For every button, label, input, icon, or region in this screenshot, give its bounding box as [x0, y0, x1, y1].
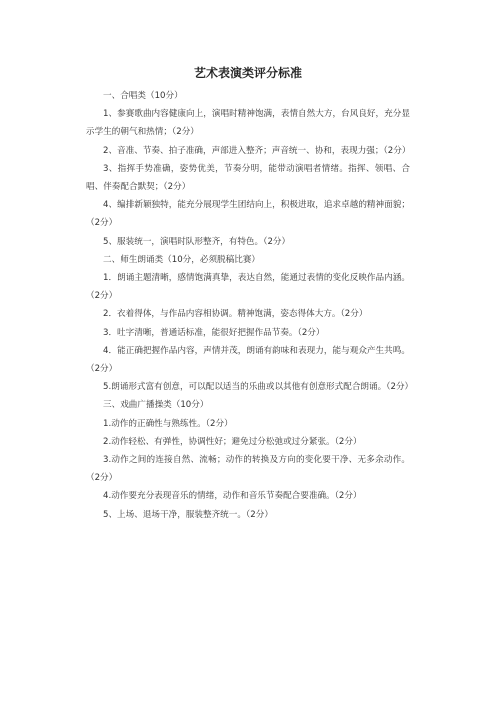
criterion-item: 4、编排新颖独特，能充分展现学生团结向上，积极进取，追求卓越的精神面貌；（2分）: [86, 200, 410, 229]
document-title: 艺术表演类评分标准: [193, 66, 302, 80]
criterion-item: 5、服装统一，演唱时队形整齐，有特色。（2分）: [103, 236, 291, 247]
criterion-item: 2.动作轻松、有弹性，协调性好；避免过分松弛或过分紧张。（2分）: [103, 436, 362, 447]
criterion-item: 3．吐字清晰，普通话标准，能很好把握作品节奏。（2分）: [103, 327, 325, 338]
criterion-item: 3.动作之间的连接自然、流畅；动作的转换及方向的变化要干净、无多余动作。（2分）: [86, 455, 410, 484]
criterion-item: 5.朗诵形式富有创意，可以配以适当的乐曲或以其他有创意形式配合朗诵。（2分）: [103, 382, 414, 393]
criterion-item: 1．朗诵主题清晰，感情饱满真挚，表达自然，能通过表情的变化反映作品内涵。（2分）: [86, 273, 410, 302]
criterion-item: 4．能正确把握作品内容，声情并茂，朗诵有韵味和表现力，能与观众产生共鸣。（2分）: [86, 345, 410, 375]
section-heading-choir: 一、合唱类（10分）: [103, 91, 183, 101]
criterion-item: 2．衣着得体，与作品内容相协调。精神饱满，姿态得体大方。（2分）: [103, 309, 368, 320]
section-heading-opera-exercise: 三、戏曲广播操类（10分）: [103, 400, 209, 411]
criterion-item: 2、音准、节奏、拍子准确，声部进入整齐；声音统一、协和，表现力强；（2分）: [103, 145, 411, 156]
criterion-item: 1、参赛歌曲内容健康向上，演唱时精神饱满，表情自然大方，台风良好，充分显示学生的朝气和热情；（2分）: [86, 109, 410, 138]
criterion-item: 3、指挥手势准确，姿势优美，节奏分明，能带动演唱者情绪。指挥、领唱、合唱、伴奏配合默契；（2分）: [86, 163, 410, 193]
section-heading-recitation: 二、师生朗诵类（10分，必须脱稿比赛）: [103, 254, 261, 265]
criterion-item: 1.动作的正确性与熟练性。（2分）: [103, 418, 233, 429]
criterion-item: 5、上场、退场干净，服装整齐统一。（2分）: [103, 509, 273, 520]
criterion-item: 4.动作要充分表现音乐的情绪，动作和音乐节奏配合要准确。（2分）: [103, 491, 362, 502]
